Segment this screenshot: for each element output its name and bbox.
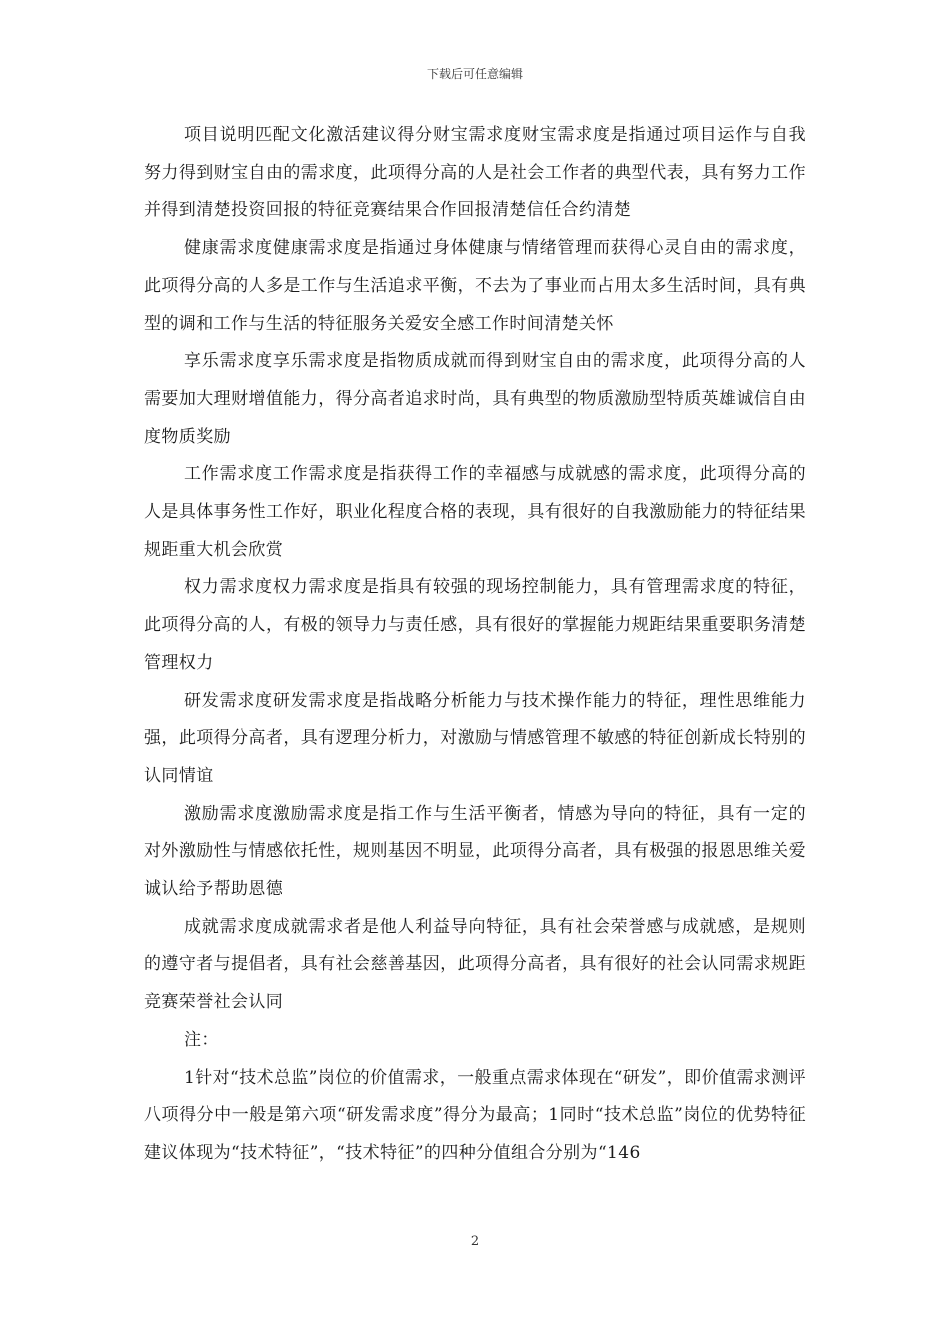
paragraph-achievement-need: 成就需求度成就需求者是他人利益导向特征，具有社会荣誉感与成就感，是规则的遵守者与提倡者，具有社会慈善基因，此项得分高者，具有很好的社会认同需求规距竞赛荣誉社会认同 bbox=[144, 916, 806, 1013]
document-body bbox=[144, 117, 806, 1173]
paragraph-note-label: 注： bbox=[184, 1029, 219, 1050]
paragraph-research-need: 研发需求度研发需求度是指战略分析能力与技术操作能力的特征，理性思维能力强，此项得分高者，具有逻理分析力，对激励与情感管理不敏感的特征创新成长特别的认同情谊 bbox=[144, 690, 806, 786]
page-header: 下载后可任意编辑 bbox=[426, 67, 523, 81]
paragraph-motivation-need: 激励需求度激励需求度是指工作与生活平衡者，情感为导向的特征，具有一定的对外激励性与情感依托性，规则基因不明显，此项得分高者，具有极强的报恩思维关爱诚认给予帮助恩德 bbox=[144, 803, 806, 900]
page-number: 2 bbox=[470, 1234, 480, 1249]
paragraph-wealth-need: 项目说明匹配文化激活建议得分财宝需求度财宝需求度是指通过项目运作与自我努力得到财宝自由的需求度，此项得分高的人是社会工作者的典型代表，具有努力工作并得到清楚投资回报的特征竞赛结果合作回报清楚信任合约清楚 bbox=[144, 125, 806, 221]
paragraph-note-content: 1针对“技术总监”岗位的价值需求，一般重点需求体现在“研发”，即价值需求测评八项得分中一般是第六项“研发需求度”得分为最高；1同时“技术总监”岗位的优势特征建议体现为“技术特征”，“技术特征”的四种分值组合分别为“146 bbox=[144, 1067, 806, 1163]
paragraph-power-need: 权力需求度权力需求度是指具有较强的现场控制能力，具有管理需求度的特征，此项得分高的人，有极的领导力与责任感，具有很好的掌握能力规距结果重要职务清楚管理权力 bbox=[144, 577, 806, 673]
paragraph-work-need: 工作需求度工作需求度是指获得工作的幸福感与成就感的需求度，此项得分高的人是具体事务性工作好，职业化程度合格的表现，具有很好的自我激励能力的特征结果规距重大机会欣赏 bbox=[144, 464, 806, 560]
paragraph-health-need: 健康需求度健康需求度是指通过身体健康与情绪管理而获得心灵自由的需求度，此项得分高的人多是工作与生活追求平衡，不去为了事业而占用太多生活时间，具有典型的调和工作与生活的特征服务关爱安全感工作时间清楚关怀 bbox=[144, 238, 806, 334]
paragraph-pleasure-need: 享乐需求度享乐需求度是指物质成就而得到财宝自由的需求度，此项得分高的人需要加大理财增值能力，得分高者追求时尚，具有典型的物质激励型特质英雄诚信自由度物质奖励 bbox=[144, 351, 806, 447]
